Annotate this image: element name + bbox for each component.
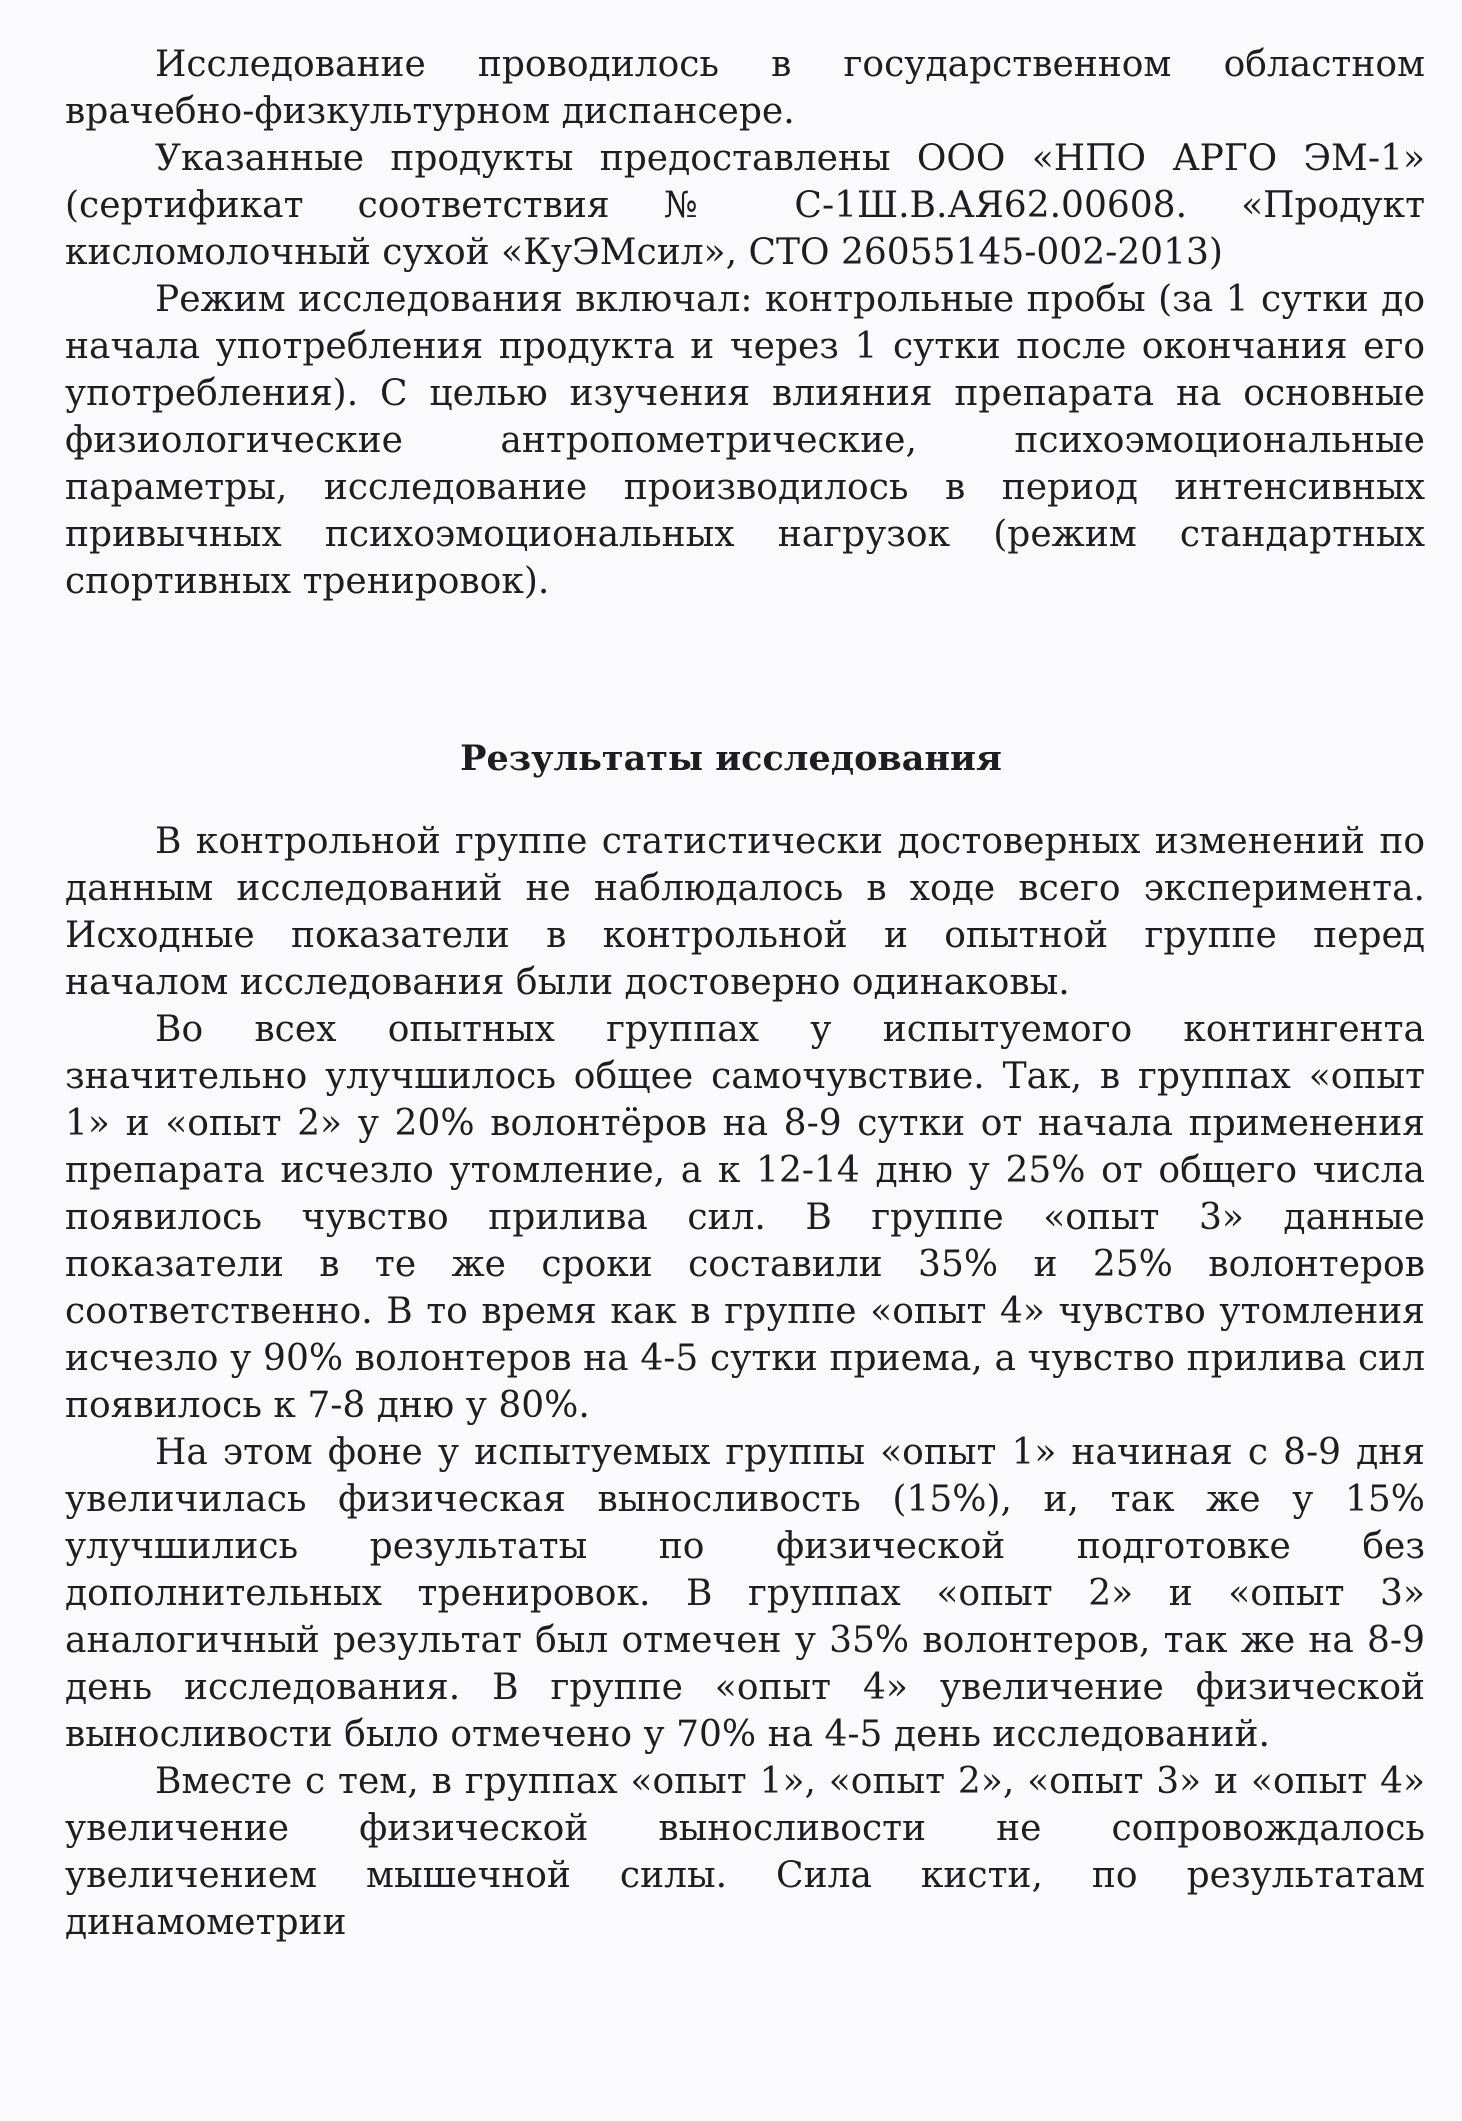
section-heading: Результаты исследования <box>460 738 1002 779</box>
paragraph: Указанные продукты предоставлены ООО «НПО АРГО ЭМ-1» (сертификат соответствия № С-1Ш.В.АЯ62.00608. «Продукт кисломолочный сухой «КуЭМсил», СТО 26055145-002-2013) <box>65 138 1425 273</box>
paragraph: В контрольной группе статистически достоверных изменений по данным исследований не наблюдалось в ходе всего эксперимента. Исходные показатели в контрольной и опытной группе перед началом исследования были достоверно одинаковы. <box>65 821 1425 1003</box>
text-block-bottom <box>65 818 1425 1946</box>
paragraph: На этом фоне у испытуемых группы «опыт 1» начиная с 8-9 дня увеличилась физическая выносливость (15%), и, так же у 15% улучшились результаты по физической подготовке без дополнительных тренировок. В группах «опыт 2» и «опыт 3» аналогичный результат был отмечен у 35% волонтеров, так же на 8-9 день исследования. В группе «опыт 4» увеличение физической выносливости было отмечено у 70% на 4-5 день исследований. <box>65 1432 1425 1755</box>
text-block-top <box>65 41 1425 605</box>
paragraph: Режим исследования включал: контрольные пробы (за 1 сутки до начала употребления продукта и через 1 сутки после окончания его употребления). С целью изучения влияния препарата на основные физиологические антропометрические, психоэмоциональные параметры, исследование производилось в период интенсивных привычных психоэмоциональных нагрузок (режим стандартных спортивных тренировок). <box>65 279 1425 602</box>
paragraph: Вместе с тем, в группах «опыт 1», «опыт 2», «опыт 3» и «опыт 4» увеличение физической выносливости не сопровождалось увеличением мышечной силы. Сила кисти, по результатам динамометрии <box>65 1761 1425 1943</box>
paragraph: Во всех опытных группах у испытуемого контингента значительно улучшилось общее самочувствие. Так, в группах «опыт 1» и «опыт 2» у 20% волонтёров на 8-9 сутки от начала применения препарата исчезло утомление, а к 12-14 дню у 25% от общего числа появилось чувство прилива сил. В группе «опыт 3» данные показатели в те же сроки составили 35% и 25% волонтеров соответственно. В то время как в группе «опыт 4» чувство утомления исчезло у 90% волонтеров на 4-5 сутки приема, а чувство прилива сил появилось к 7-8 дню у 80%. <box>65 1009 1425 1426</box>
paragraph: Исследование проводилось в государственном областном врачебно-физкультурном диспансере. <box>65 44 1425 132</box>
